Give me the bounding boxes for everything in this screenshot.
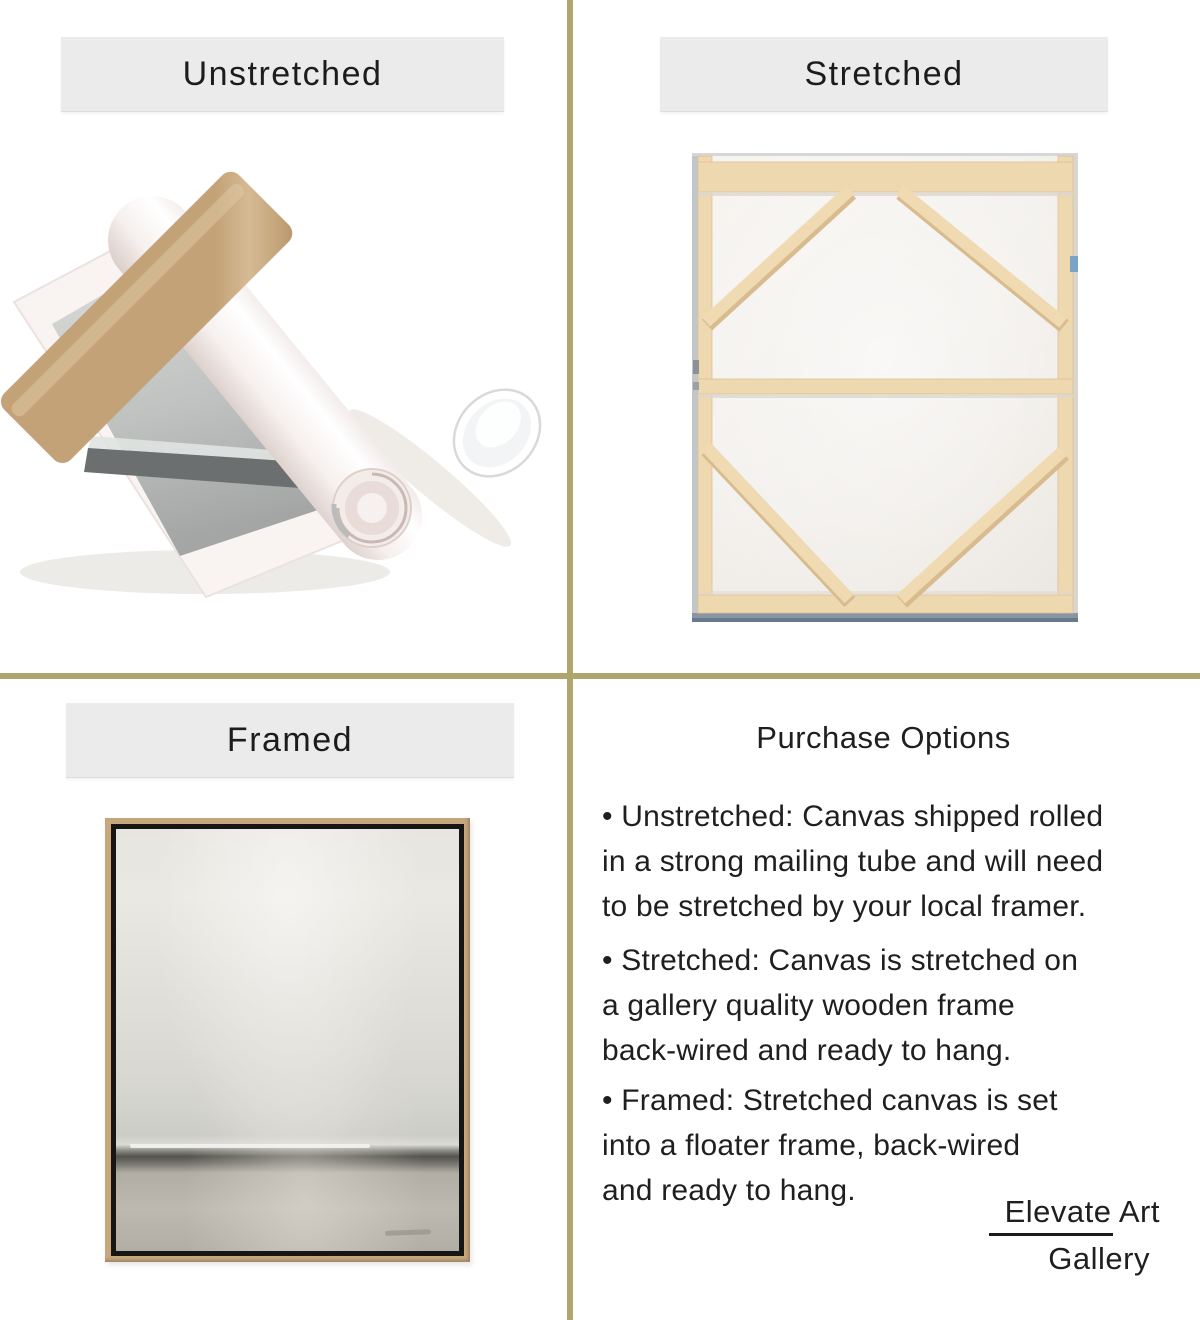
purchase-option-framed <box>602 1078 1177 1213</box>
framed-label-bar <box>66 703 514 778</box>
framed-painting-photo <box>105 818 470 1262</box>
tube-end-cap <box>436 372 557 494</box>
purchase-option-unstretched <box>602 794 1177 929</box>
stretched-label: Stretched <box>804 54 964 93</box>
stretched-label-bar <box>660 37 1108 112</box>
option-line: a gallery quality wooden frame <box>602 989 1015 1022</box>
unstretched-canvas-photo <box>0 130 560 650</box>
unstretched-label: Unstretched <box>182 54 383 93</box>
horizon-glint <box>130 1144 370 1148</box>
option-line: to be stretched by your local framer. <box>602 890 1087 923</box>
artist-signature <box>385 1229 431 1236</box>
option-line: • Framed: Stretched canvas is set <box>602 1084 1058 1117</box>
logo-gallery-text: Gallery <box>1048 1241 1150 1276</box>
option-line: into a floater frame, back-wired <box>602 1129 1021 1162</box>
option-line: back-wired and ready to hang. <box>602 1034 1012 1067</box>
option-line: • Stretched: Canvas is stretched on <box>602 944 1079 977</box>
stretched-canvas-photo <box>660 145 1100 635</box>
vertical-gold-divider <box>567 0 573 1320</box>
logo-name-text: Elevate Art <box>1004 1194 1160 1229</box>
unstretched-label-bar <box>61 37 504 112</box>
purchase-options-title: Purchase Options <box>756 720 1011 755</box>
option-line: in a strong mailing tube and will need <box>602 845 1104 878</box>
purchase-option-stretched <box>602 938 1177 1073</box>
elevate-art-gallery-logo <box>950 1194 1163 1277</box>
option-line: and ready to hang. <box>602 1174 856 1207</box>
option-line: • Unstretched: Canvas shipped rolled <box>602 800 1104 833</box>
abstract-seascape-painting <box>116 829 459 1251</box>
horizontal-gold-divider <box>0 673 1200 679</box>
center-cross-bar <box>698 379 1073 394</box>
logo-underline <box>989 1233 1113 1236</box>
framed-label: Framed <box>226 720 354 759</box>
frame-inner-lip <box>111 824 464 1256</box>
